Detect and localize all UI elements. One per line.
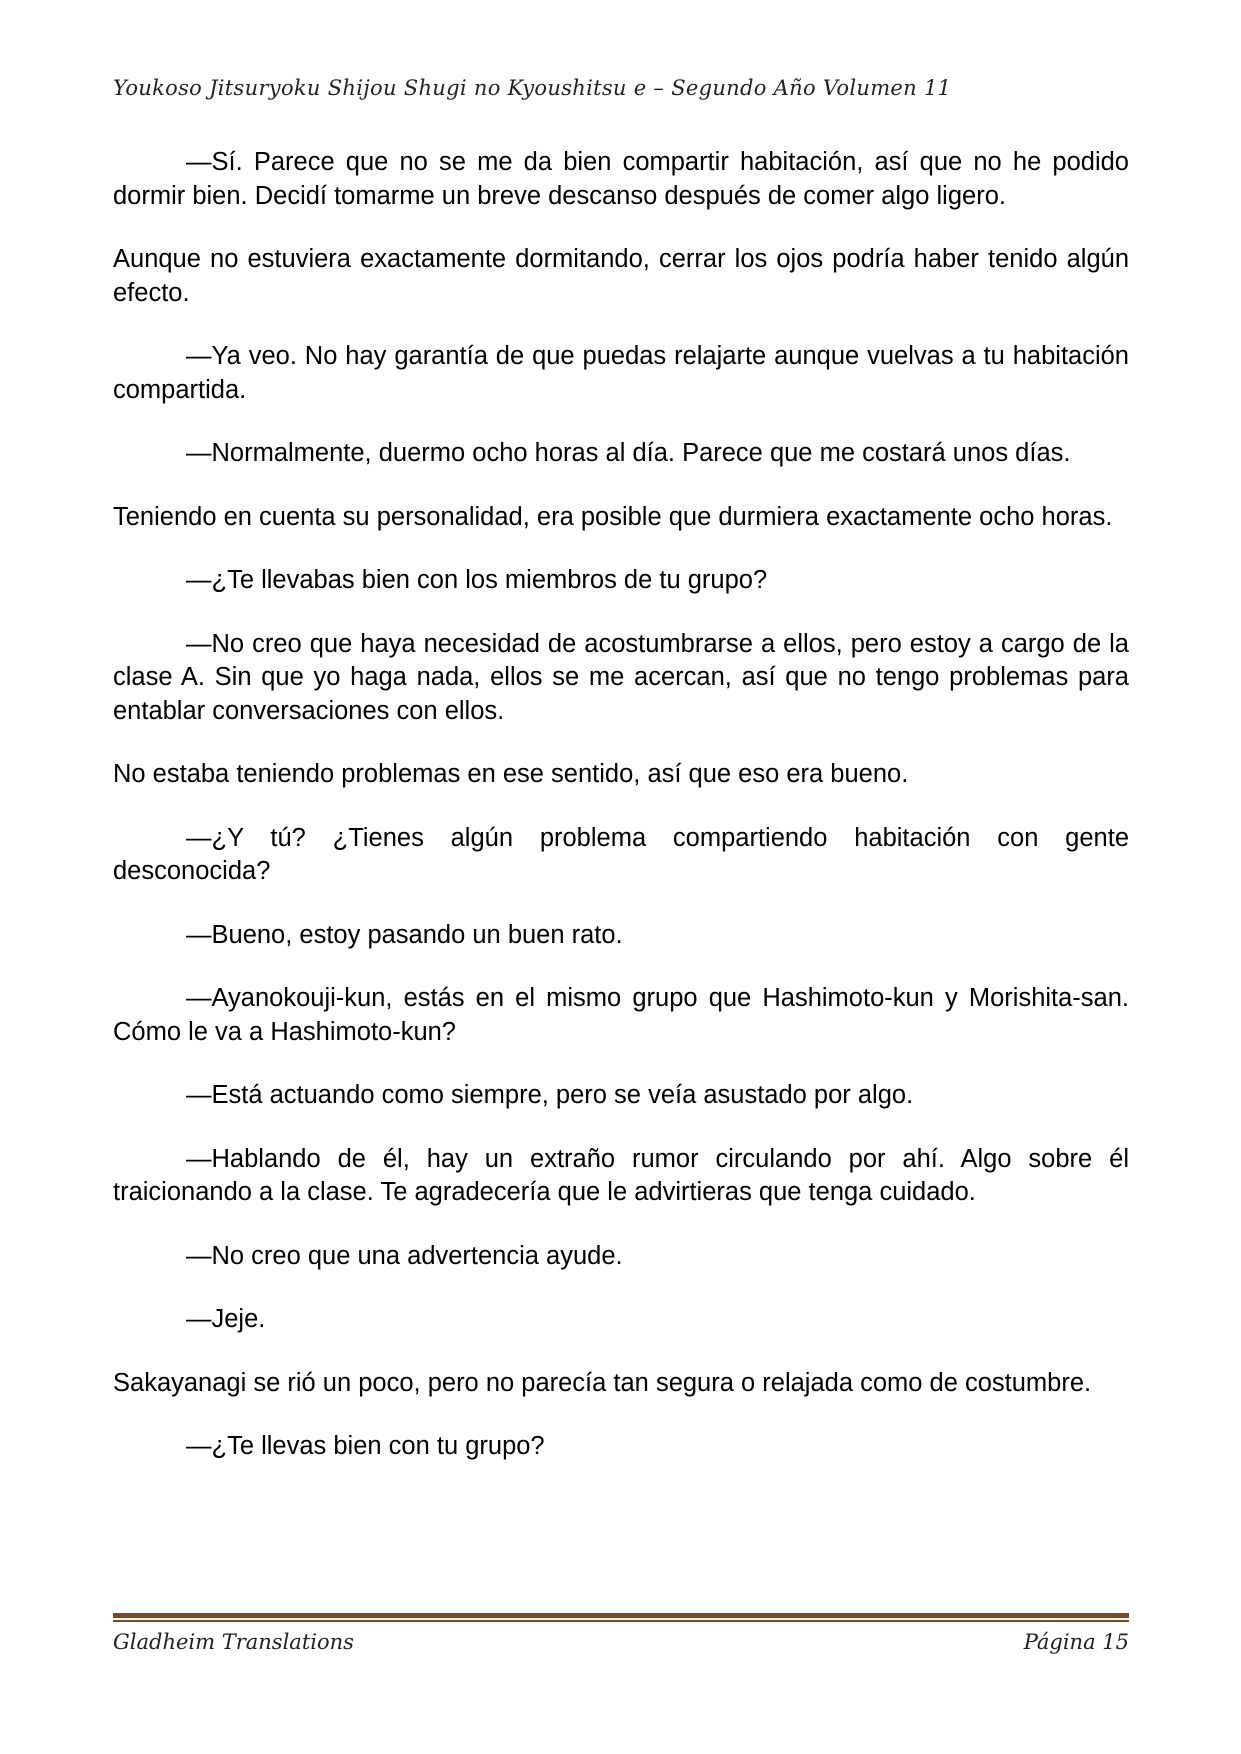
paragraph-9: —¿Y tú? ¿Tienes algún problema compartiendo habitación con gente desconocida? xyxy=(113,823,1129,885)
footer-credit: Gladheim Translations xyxy=(113,1630,354,1654)
paragraph-17: —¿Te llevas bien con tu grupo? xyxy=(186,1432,545,1460)
paragraph-1: —Sí. Parece que no se me da bien compartir habitación, así que no he podido dormir bien. Decidí tomarme un breve descanso después de comer algo ligero. xyxy=(113,148,1129,210)
paragraph-7: —No creo que haya necesidad de acostumbrarse a ellos, pero estoy a cargo de la clase A. Sin que yo haga nada, ellos se me acercan, así que no tengo problemas para entablar conversaciones con ellos. xyxy=(113,629,1129,725)
paragraph-13: —Hablando de él, hay un extraño rumor circulando por ahí. Algo sobre él traicionando a la clase. Te agradecería que le advirtieras que tenga cuidado. xyxy=(113,1144,1129,1206)
paragraph-2: Aunque no estuviera exactamente dormitando, cerrar los ojos podría haber tenido algún efecto. xyxy=(113,245,1129,307)
page-number: Página 15 xyxy=(1023,1630,1129,1654)
paragraph-4: —Normalmente, duermo ocho horas al día. Parece que me costará unos días. xyxy=(186,439,1071,467)
paragraph-5: Teniendo en cuenta su personalidad, era posible que durmiera exactamente ocho horas. xyxy=(113,502,1113,531)
footer-divider-thin xyxy=(113,1620,1129,1622)
paragraph-11: —Ayanokouji-kun, estás en el mismo grupo que Hashimoto-kun y Morishita-san. Cómo le va a Hashimoto-kun? xyxy=(113,984,1129,1046)
paragraph-8: No estaba teniendo problemas en ese sentido, así que eso era bueno. xyxy=(113,760,909,788)
footer-divider-thick xyxy=(113,1613,1129,1618)
paragraph-12: —Está actuando como siempre, pero se veía asustado por algo. xyxy=(186,1081,914,1109)
paragraph-6: —¿Te llevabas bien con los miembros de tu grupo? xyxy=(186,566,768,594)
running-header: Youkoso Jitsuryoku Shijou Shugi no Kyoushitsu e – Segundo Año Volumen 11 xyxy=(113,76,952,100)
paragraph-16: Sakayanagi se rió un poco, pero no parecía tan segura o relajada como de costumbre. xyxy=(113,1368,1092,1397)
paragraph-3: —Ya veo. No hay garantía de que puedas relajarte aunque vuelvas a tu habitación compartida. xyxy=(113,342,1129,404)
paragraph-14: —No creo que una advertencia ayude. xyxy=(186,1241,623,1270)
paragraph-10: —Bueno, estoy pasando un buen rato. xyxy=(186,920,623,949)
footer-divider xyxy=(113,1613,1129,1622)
paragraph-15: —Jeje. xyxy=(186,1305,266,1333)
page-body xyxy=(113,146,1129,1494)
